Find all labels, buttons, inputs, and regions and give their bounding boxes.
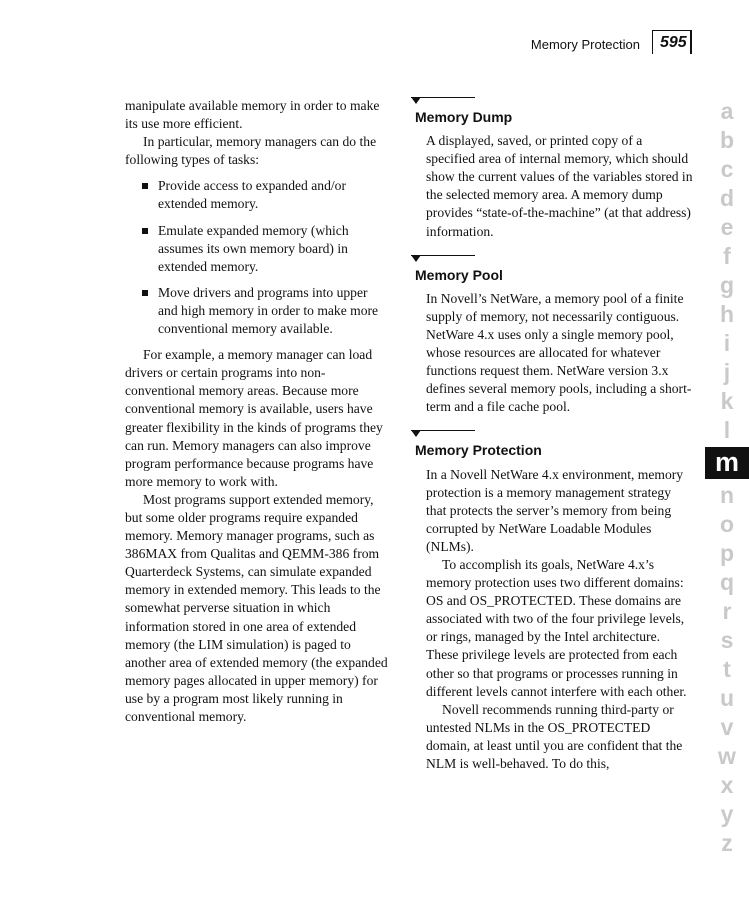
thumb-tab: r	[722, 598, 732, 624]
glossary-entry-memory-dump	[411, 97, 693, 241]
alphabet-thumb-index	[705, 97, 749, 858]
thumb-tab: z	[721, 830, 733, 856]
entry-title: Memory Protection	[415, 442, 542, 459]
thumb-tab: j	[723, 359, 731, 385]
entry-title: Memory Dump	[415, 109, 513, 125]
thumb-tab: t	[723, 656, 731, 682]
body-paragraph-programs: Most programs support extended memory, but some older programs require expanded memory. Memory manager programs, such as 386MAX from Qualitas and QEMM-386 from Quarterdeck Systems, can simulate expanded memory in extended memory. This leads to the somewhat perverse situation in which information stored in one area of extended memory (the LIM simulation) is paged to another area of extended memory (the expanded memory pages allocated in upper memory) for use by a program most likely running in conventional memory.	[125, 491, 388, 724]
thumb-tab: o	[719, 511, 735, 537]
entry-marker	[411, 255, 693, 263]
thumb-tab: d	[719, 185, 735, 211]
entry-body-paragraph: To accomplish its goals, NetWare 4.x’s memory protection uses two different domains: OS and OS_PROTECTED. These domains are associated with two of the four privilege levels, or rings, managed by the Intel architecture. These privilege levels are protected from each other so that programs or processes running in different levels cannot interfere with each other.	[426, 556, 687, 699]
thumb-tab: b	[719, 127, 735, 153]
right-column	[411, 97, 693, 787]
thumb-tab: y	[720, 801, 734, 827]
thumb-tab: p	[719, 540, 735, 566]
header-rule-top	[652, 30, 692, 31]
glossary-entry-memory-pool	[411, 255, 693, 417]
entry-marker	[411, 97, 693, 105]
thumb-tab: c	[720, 156, 734, 182]
body-paragraph-example: For example, a memory manager can load drivers or certain programs into non-conventional memory areas. Because more conventional memory is available, users have greater flexibility in the kinds of programs they can run. Memory managers can also improve program performance because programs have more memory to work with.	[125, 347, 383, 489]
header-rule-right	[690, 30, 692, 54]
page-number: 595	[660, 34, 687, 51]
left-column	[125, 97, 390, 726]
list-item: Emulate expanded memory (which assumes its own memory board) in extended memory.	[125, 222, 390, 276]
thumb-tab: q	[719, 569, 735, 595]
intro-paragraph: manipulate available memory in order to make its use more efficient.	[125, 98, 380, 132]
thumb-tab: v	[720, 714, 734, 740]
entry-body: In a Novell NetWare 4.x environment, memory protection is a memory management strategy that protects the server’s memory from being corrupted by NetWare Loadable Modules (NLMs).	[426, 466, 684, 554]
thumb-tab: e	[720, 214, 734, 240]
glossary-entry-memory-protection	[411, 430, 693, 773]
entry-body: A displayed, saved, or printed copy of a specified area of internal memory, which should show the current values of the variables stored in the selected memory area. A memory dump provides “state-of-the-machine” (at that address) information.	[426, 133, 693, 239]
thumb-tab: k	[720, 388, 734, 414]
thumb-tab: i	[723, 330, 731, 356]
header-rule-left	[652, 30, 653, 54]
triangle-marker-icon	[411, 97, 421, 104]
entry-body-paragraph: Novell recommends running third-party or untested NLMs in the OS_PROTECTED domain, at least until you are confident that the NLM is well-behaved. To do this,	[426, 701, 683, 771]
list-item: Move drivers and programs into upper and high memory in order to make more conventional memory available.	[125, 284, 390, 338]
thumb-tab: s	[720, 627, 734, 653]
thumb-tab: l	[723, 417, 731, 443]
thumb-tab-active: m	[705, 447, 749, 479]
thumb-tab: x	[720, 772, 734, 798]
triangle-marker-icon	[411, 255, 421, 262]
thumb-tab: h	[719, 301, 735, 327]
running-header-title: Memory Protection	[530, 37, 640, 52]
entry-body: In Novell’s NetWare, a memory pool of a finite supply of memory, not necessarily contiguous. NetWare 4.x uses only a single memory pool, whose resources are allocated for whatever functions request them. NetWare version 3.x defines several memory pools, including a short-term and a file cache pool.	[426, 290, 692, 415]
list-item: Provide access to expanded and/or extended memory.	[125, 177, 390, 213]
entry-marker	[411, 430, 693, 438]
thumb-tab: n	[719, 482, 735, 508]
entry-title: Memory Pool	[415, 266, 503, 283]
lead-paragraph: In particular, memory managers can do the following types of tasks:	[125, 134, 377, 168]
thumb-tab: u	[719, 685, 735, 711]
triangle-marker-icon	[411, 430, 421, 437]
task-list	[125, 177, 390, 338]
thumb-tab: f	[723, 243, 731, 269]
thumb-tab: g	[719, 272, 735, 298]
thumb-tab: w	[718, 743, 736, 769]
thumb-tab: a	[720, 98, 734, 124]
